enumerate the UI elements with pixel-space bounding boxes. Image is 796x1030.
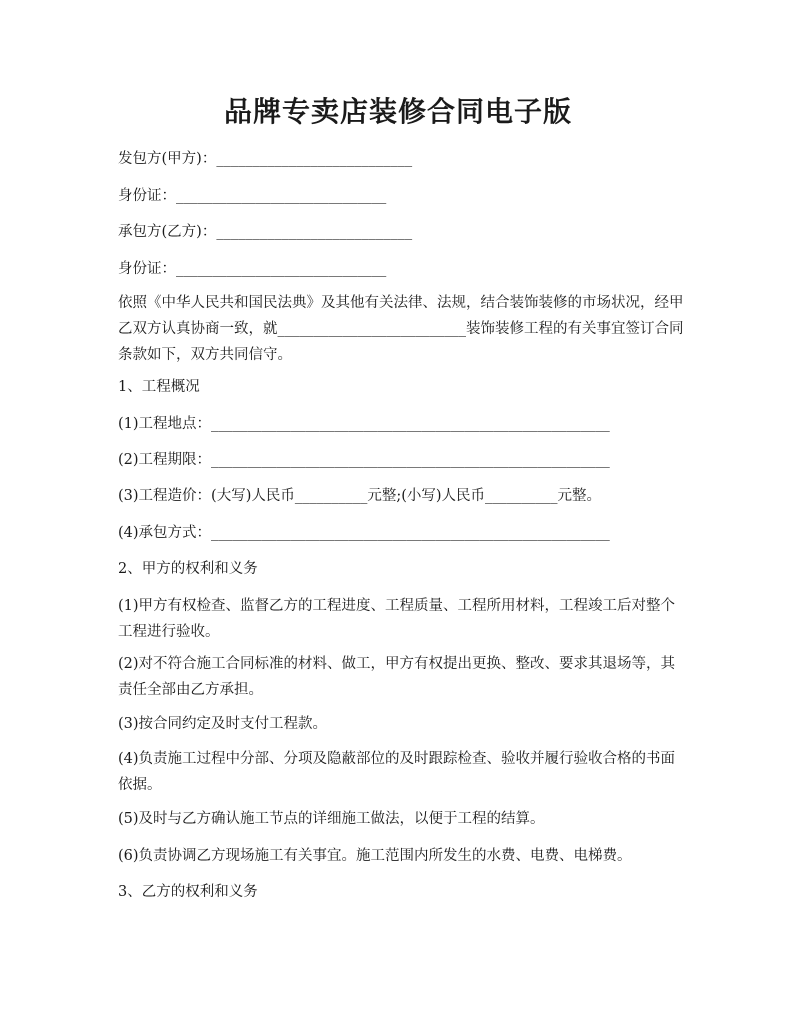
section-2-item: (4)负责施工过程中分部、分项及隐蔽部位的及时跟踪检查、验收并履行验收合格的书面依据。	[118, 751, 676, 793]
section-1-heading: 1、工程概况	[118, 379, 200, 395]
section-3-heading: 3、乙方的权利和义务	[118, 884, 258, 900]
section-2-item: (3)按合同约定及时支付工程款。	[118, 716, 328, 732]
party-b-field: 承包方(乙方)：___________________________	[118, 224, 413, 240]
party-a-field: 发包方(甲方)：___________________________	[118, 151, 413, 167]
project-period-field: (2)工程期限：_______________________________________________________	[118, 452, 610, 468]
contract-method-field: (4)承包方式：_______________________________________________________	[118, 525, 610, 541]
section-2-item: (1)甲方有权检查、监督乙方的工程进度、工程质量、工程所用材料，工程竣工后对整个工程进行验收。	[118, 598, 676, 640]
id-card-a-field: 身份证：_____________________________	[118, 188, 387, 204]
document-title: 品牌专卖店装修合同电子版	[223, 95, 572, 128]
intro-paragraph: 依照《中华人民共和国民法典》及其他有关法律、法规，结合装饰装修的市场状况，经甲乙双方认真协商一致，就__________________________装饰装修工程的有关事宜签订合同条款如下，双方共同信守。	[118, 295, 684, 363]
section-2-item: (5)及时与乙方确认施工节点的详细施工做法，以便于工程的结算。	[118, 811, 545, 827]
section-2-heading: 2、甲方的权利和义务	[118, 561, 258, 577]
section-2-item: (6)负责协调乙方现场施工有关事宜。施工范围内所发生的水费、电费、电梯费。	[118, 848, 632, 864]
project-cost-field: (3)工程造价：(大写)人民币__________元整;(小写)人民币__________元整。	[118, 488, 602, 504]
section-2-item: (2)对不符合施工合同标准的材料、做工，甲方有权提出更换、整改、要求其退场等，其责任全部由乙方承担。	[118, 656, 676, 698]
project-location-field: (1)工程地点：_______________________________________________________	[118, 416, 610, 432]
id-card-b-field: 身份证：_____________________________	[118, 261, 387, 277]
